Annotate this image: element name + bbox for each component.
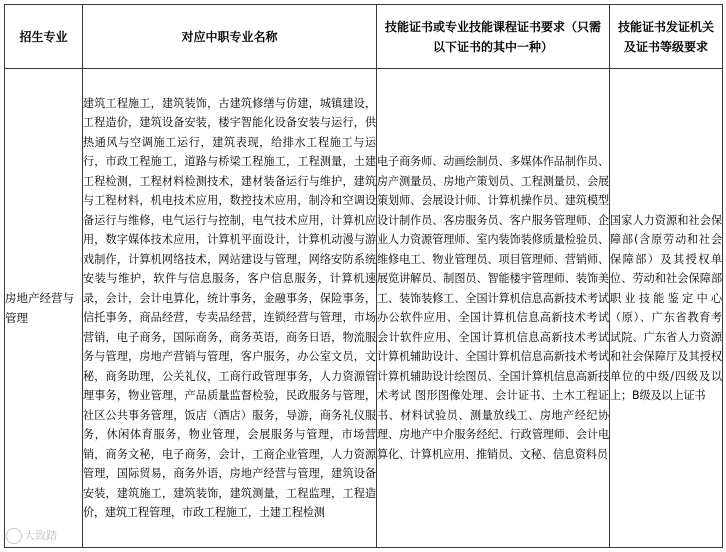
watermark-logo-icon (6, 528, 22, 544)
header-programs: 对应中职专业名称 (83, 5, 377, 69)
watermark (6, 527, 57, 544)
header-major: 招生专业 (5, 5, 83, 69)
cell-issuer: 国家人力资源和社会保障部(含原劳动和社会保障部）及其授权单位、劳动和社会保障部职业技能鉴定中心（原）、广东省教育考试院、广东省人力资源和社会保障厅及其授权单位的中级/四级及以上；B级及以上证书 (610, 69, 723, 548)
header-issuer: 技能证书发证机关及证书等级要求 (610, 5, 723, 69)
cell-programs: 建筑工程施工，建筑装饰，古建筑修缮与仿建，城镇建设，工程造价，建筑设备安装，楼宇智能化设备安装与运行，供热通风与空调施工运行，建筑表现，给排水工程施工与运行，市政工程施工，道路与桥梁工程施工，工程测量，土建工程检测，工程材料检测技术，建材装备运行与维护，建筑与工程材料，机电技术应用，数控技术应用，制冷和空调设备运行与维修，电气运行与控制，电气技术应用，计算机应用，数字媒体技术应用，计算机平面设计，计算机动漫与游戏制作，计算机网络技术，网站建设与管理，网络安防系统安装与维护，软件与信息服务，客户信息服务，计算机速录，会计，会计电算化，统计事务，金融事务，保险事务，信托事务，商品经营，专卖品经营，连锁经营与管理，市场营销，电子商务，国际商务，商务英语，商务日语，物流服务与管理，房地产营销与管理，客户服务，办公室文员，文秘，商务助理，公关礼仪，工商行政管理事务，人力资源管理事务，物业管理，产品质量监督检验，民政服务与管理，社区公共事务管理，饭店（酒店）服务，导游，商务礼仪服务，休闲体育服务，物业管理，会展服务与管理，市场营销，商务文秘，电子商务，会计，工商企业管理，人力资源管理，国际贸易，商务外语，房地产经营与管理，建筑设备安装，建筑施工，建筑装饰，建筑测量，工程监理，工程造价，建筑工程管理，市政工程施工，土建工程检测 (83, 69, 377, 548)
header-certificates: 技能证书或专业技能课程证书要求（只需以下证书的其中一种） (377, 5, 610, 69)
header-row (5, 5, 723, 69)
watermark-text: 大致踏 (24, 529, 57, 542)
cell-certificates: 电子商务师、动画绘制员、多媒体作品制作员、房产测量员、房地产策划员、工程测量员、会展策划师、会展设计师、计算机操作员、建筑模型设计制作员、客房服务员、客户服务管理师、企业人力资源管理师、室内装饰装修质量检验员、维修电工、物业管理员、项目管理师、营销师、展览讲解员、制图员、智能楼宇管理师、装饰美工、装饰装修工、全国计算机信息高新技术考试 办公软件应用、全国计算机信息高新技术考试 会计软件应用、全国计算机信息高新技术考试 计算机辅助设计、全国计算机信息高新技术考试 计算机辅助设计绘图员、全国计算机信息高新技术考试 图形图像处理、会计证书、土木工程证书、材料试验员、测量放线工、房地产经纪协理、房地产中介服务经纪、行政管理师、会计电算化、计算机应用、推销员、文秘、信息资料员 (377, 69, 610, 548)
table-row (5, 69, 723, 548)
admission-table (4, 4, 723, 548)
cell-major: 房地产经营与管理 (5, 69, 83, 548)
